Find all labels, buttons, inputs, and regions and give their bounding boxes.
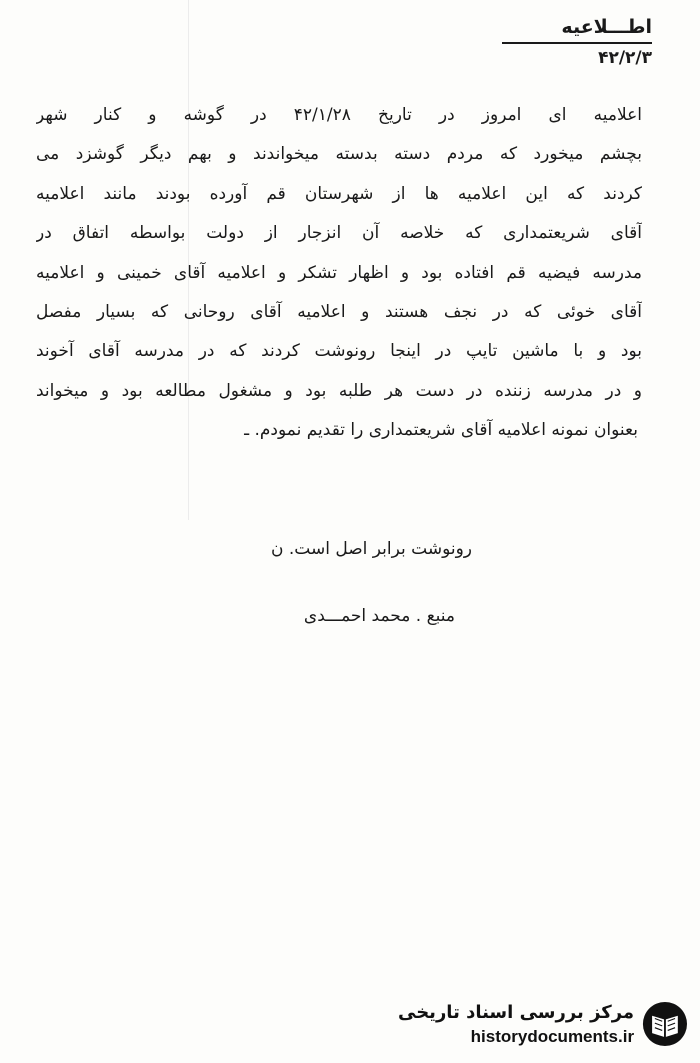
watermark-name: مرکز بررسی اسناد تاریخی bbox=[398, 1002, 635, 1023]
document-body bbox=[36, 96, 642, 451]
body-line: کردند که این اعلامیه ها از شهرستان قم آورده بودند مانند اعلامیه bbox=[36, 183, 642, 204]
body-line: بود و با ماشین تایپ در اینجا رونوشت کردند که در مدرسه آقای آخوند bbox=[36, 341, 642, 362]
watermark-text bbox=[398, 1000, 634, 1048]
body-line: مدرسه فیضیه قم افتاده بود و اظهار تشکر و اعلامیه آقای خمینی و اعلامیه bbox=[36, 262, 642, 283]
copy-certification-note: رونوشت برابر اصل است. ن bbox=[270, 539, 472, 559]
book-emblem-icon bbox=[642, 998, 688, 1050]
document-date: ۴۲/۲/۳ bbox=[598, 48, 652, 68]
body-line: بچشم میخورد که مردم دسته بدسته میخواندند و بهم دیگر گوشزد می bbox=[36, 144, 642, 165]
body-line: بعنوان نمونه اعلامیه آقای شریعتمداری را تقدیم نمودم. ـ bbox=[244, 420, 638, 441]
body-line: و در مدرسه زننده در دست هر طلبه بود و مشغول مطالعه بود و میخواند bbox=[36, 380, 642, 401]
body-line: آقای شریعتمداری که خلاصه آن انزجار از دولت بواسطه اتفاق در bbox=[36, 223, 642, 244]
body-line: آقای خوئی که در نجف هستند و اعلامیه آقای روحانی که بسیار مفصل bbox=[36, 301, 642, 322]
archive-watermark bbox=[398, 995, 688, 1053]
document-title: اطـــلاعیه bbox=[561, 16, 652, 38]
document-heading bbox=[502, 14, 652, 69]
source-attribution: منبع . محمد احمـــدی bbox=[303, 606, 455, 626]
body-line: اعلامیه ای امروز در تاریخ ۴۲/۱/۲۸ در گوشه و کنار شهر bbox=[36, 105, 642, 125]
watermark-url: historydocuments.ir bbox=[470, 1027, 635, 1046]
heading-underline bbox=[502, 42, 652, 44]
